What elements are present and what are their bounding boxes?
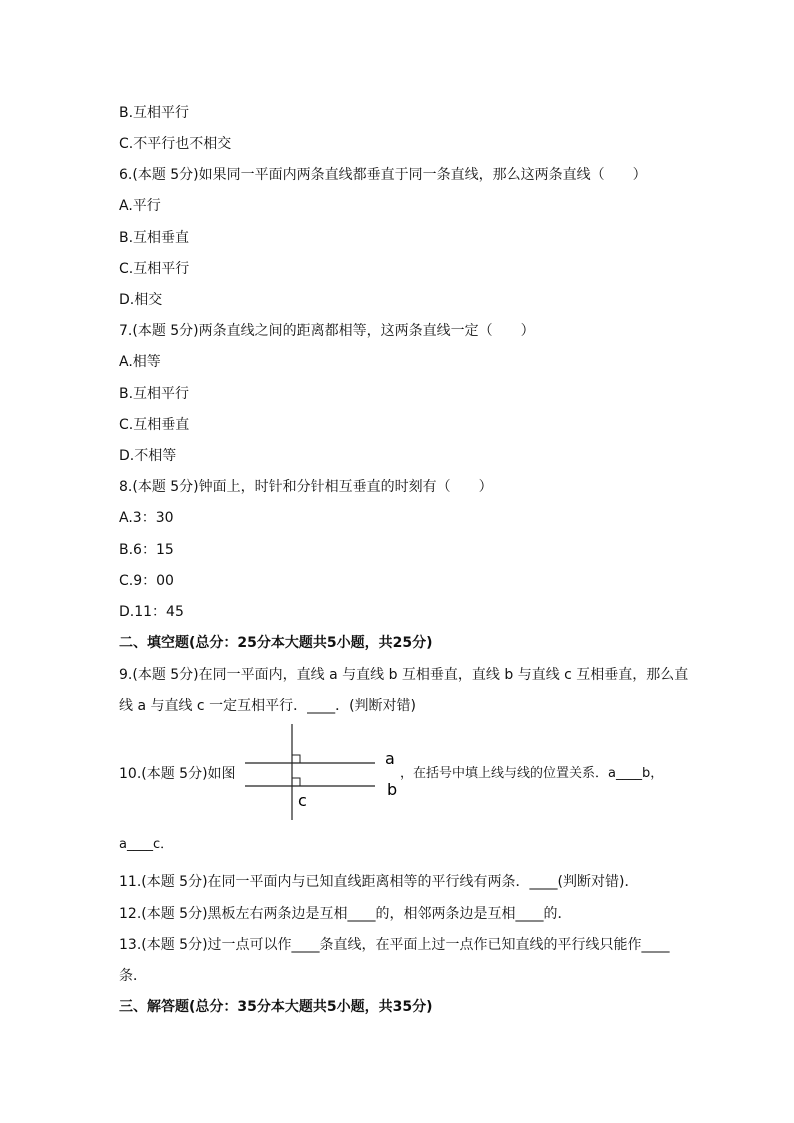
right-angle-mark [292,778,300,786]
section-heading-fill-in: 二、填空题(总分：25分本大题共5小题，共25分) [119,635,433,651]
question-12: 12.(本题 5分)黑板左右两条边是互相____的，相邻两条边是互相____的． [119,906,572,922]
option-text: D.11：45 [119,604,184,620]
section-heading-answers: 三、解答题(总分：35分本大题共5小题，共35分) [119,999,433,1015]
question-7: 7.(本题 5分)两条直线之间的距离都相等，这两条直线一定（ ） [119,323,535,339]
question-9-line-1: 9.(本题 5分)在同一平面内，直线 a 与直线 b 互相垂直，直线 b 与直线 c 互相垂直，那么直 [119,667,689,683]
option-text: A.平行 [119,198,161,214]
option-text: C.不平行也不相交 [119,136,232,152]
label-a: a [385,749,395,768]
option-text: A.相等 [119,354,161,370]
parallel-lines-figure [245,724,405,824]
option-text: D.相交 [119,292,163,308]
option-text: B.互相平行 [119,105,190,121]
option-text: C.互相平行 [119,261,190,277]
question-8: 8.(本题 5分)钟面上，时针和分针相互垂直的时刻有（ ） [119,479,493,495]
right-angle-mark [292,755,300,763]
question-10-line-2: a____c． [119,837,174,852]
question-10-prefix: 10.(本题 5分)如图 [119,766,236,782]
option-text: B.6：15 [119,542,174,558]
question-10-suffix: ，在括号中填上线与线的位置关系．a____b， [400,766,664,781]
option-text: B.互相垂直 [119,230,190,246]
question-13-line-2: 条． [119,968,147,984]
option-text: C.9：00 [119,573,174,589]
option-text: D.不相等 [119,448,177,464]
question-6: 6.(本题 5分)如果同一平面内两条直线都垂直于同一条直线，那么这两条直线（ ） [119,167,647,183]
question-13-line-1: 13.(本题 5分)过一点可以作____条直线，在平面上过一点作已知直线的平行线只能作____ [119,937,670,953]
label-b: b [387,780,398,799]
option-text: B.互相平行 [119,386,190,402]
question-11: 11.(本题 5分)在同一平面内与已知直线距离相等的平行线有两条．____(判断对错)． [119,874,639,890]
question-9-line-2: 线 a 与直线 c 一定互相平行．____．(判断对错) [119,698,416,714]
option-text: A.3：30 [119,510,174,526]
label-c: c [298,791,307,810]
option-text: C.互相垂直 [119,417,190,433]
